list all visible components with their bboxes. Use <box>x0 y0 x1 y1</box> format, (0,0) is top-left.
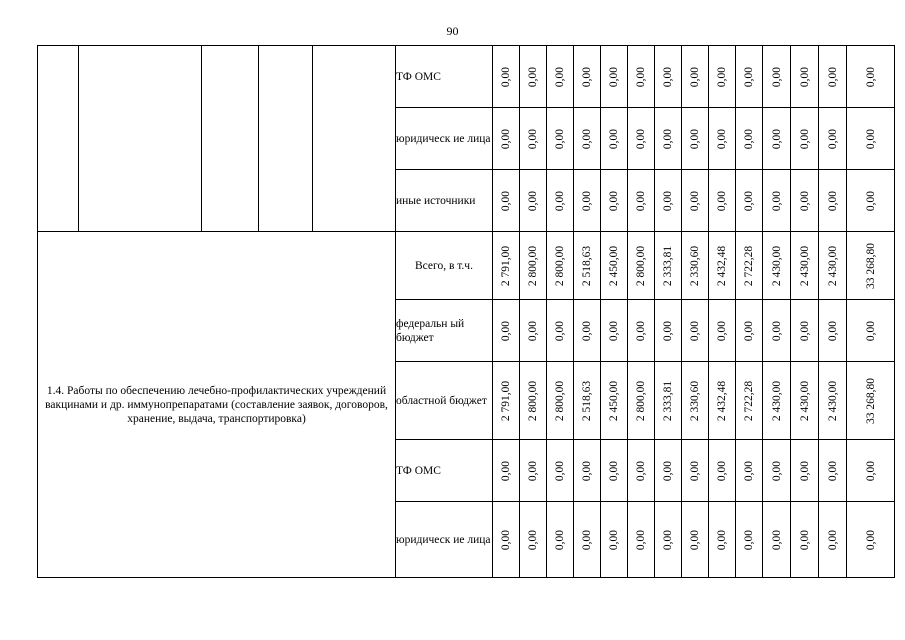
value-cell <box>628 108 655 170</box>
value-text: 2 518,63 <box>581 245 593 286</box>
value-text: 0,00 <box>864 66 877 87</box>
value-cell <box>682 502 709 578</box>
value-text: 0,00 <box>826 529 839 550</box>
value-text: 0,00 <box>527 190 539 211</box>
value-text: 0,00 <box>662 190 674 211</box>
value-text: 0,00 <box>662 128 674 149</box>
value-cell <box>493 108 520 170</box>
value-cell <box>791 232 819 300</box>
value-text: 0,00 <box>770 128 783 149</box>
value-text: 0,00 <box>608 460 620 481</box>
funding-source-cell: ТФ ОМС <box>396 46 493 108</box>
budget-table <box>37 45 895 578</box>
value-cell <box>819 108 847 170</box>
value-cell <box>763 108 791 170</box>
value-text: 2 800,00 <box>527 245 539 286</box>
value-cell <box>709 362 736 440</box>
value-cell <box>574 502 601 578</box>
value-cell <box>736 362 763 440</box>
value-text: 0,00 <box>798 190 811 211</box>
value-text: 2 800,00 <box>635 380 647 421</box>
value-text: 0,00 <box>500 529 512 550</box>
value-text: 2 518,63 <box>581 380 593 421</box>
value-text: 0,00 <box>500 66 512 87</box>
value-cell <box>709 502 736 578</box>
empty-cell <box>79 46 202 232</box>
value-cell <box>547 502 574 578</box>
value-cell <box>520 46 547 108</box>
value-text: 0,00 <box>770 460 783 481</box>
value-text: 0,00 <box>635 529 647 550</box>
value-cell <box>791 502 819 578</box>
value-text: 2 432,48 <box>716 245 728 286</box>
value-cell <box>847 108 895 170</box>
value-cell <box>574 300 601 362</box>
value-text: 0,00 <box>716 190 728 211</box>
value-cell <box>736 502 763 578</box>
value-cell <box>601 502 628 578</box>
value-text: 0,00 <box>635 190 647 211</box>
value-cell <box>791 108 819 170</box>
value-text: 0,00 <box>554 190 566 211</box>
value-cell <box>709 170 736 232</box>
value-text: 0,00 <box>826 320 839 341</box>
value-text: 2 791,00 <box>500 380 512 421</box>
value-text: 0,00 <box>581 190 593 211</box>
value-cell <box>547 440 574 502</box>
value-text: 0,00 <box>527 529 539 550</box>
value-cell <box>847 170 895 232</box>
value-cell <box>520 440 547 502</box>
value-text: 0,00 <box>608 320 620 341</box>
value-cell <box>819 170 847 232</box>
value-text: 0,00 <box>864 320 877 341</box>
value-text: 0,00 <box>826 190 839 211</box>
value-cell <box>736 300 763 362</box>
value-cell <box>763 170 791 232</box>
value-text: 0,00 <box>608 190 620 211</box>
value-text: 2 430,00 <box>798 380 811 421</box>
value-cell <box>847 300 895 362</box>
value-text: 2 800,00 <box>527 380 539 421</box>
value-cell <box>628 440 655 502</box>
value-text: 0,00 <box>554 128 566 149</box>
value-cell <box>791 170 819 232</box>
value-cell <box>819 502 847 578</box>
value-text: 0,00 <box>635 320 647 341</box>
activity-name-cell: 1.4. Работы по обеспечению лечебно-профилактических учреждений вакцинами и др. иммунопрепаратами (составление заявок, договоров, хранение, выдача, транспортировка) <box>38 232 396 578</box>
value-cell <box>847 440 895 502</box>
value-cell <box>736 46 763 108</box>
value-cell <box>763 502 791 578</box>
value-text: 0,00 <box>581 320 593 341</box>
value-text: 0,00 <box>608 66 620 87</box>
value-text: 0,00 <box>864 190 877 211</box>
value-cell <box>520 300 547 362</box>
value-text: 0,00 <box>689 320 701 341</box>
value-cell <box>847 46 895 108</box>
value-cell <box>819 232 847 300</box>
value-cell <box>574 232 601 300</box>
empty-cell <box>313 46 396 232</box>
empty-cell <box>259 46 313 232</box>
value-text: 2 330,60 <box>689 245 701 286</box>
value-text: 2 333,81 <box>662 380 674 421</box>
value-cell <box>520 362 547 440</box>
value-cell <box>709 440 736 502</box>
value-text: 0,00 <box>554 320 566 341</box>
value-cell <box>547 108 574 170</box>
value-cell <box>763 300 791 362</box>
value-cell <box>763 362 791 440</box>
value-text: 0,00 <box>716 128 728 149</box>
value-cell <box>655 46 682 108</box>
value-text: 0,00 <box>743 66 755 87</box>
value-text: 0,00 <box>527 460 539 481</box>
value-text: 0,00 <box>716 460 728 481</box>
value-cell <box>601 362 628 440</box>
value-cell <box>819 46 847 108</box>
value-text: 0,00 <box>608 128 620 149</box>
value-cell <box>791 440 819 502</box>
value-cell <box>628 170 655 232</box>
empty-cell <box>202 46 259 232</box>
value-text: 0,00 <box>662 320 674 341</box>
funding-source-cell: юридическ ие лица <box>396 502 493 578</box>
value-text: 0,00 <box>527 66 539 87</box>
value-cell <box>493 46 520 108</box>
value-cell <box>601 300 628 362</box>
value-cell <box>819 300 847 362</box>
value-cell <box>655 108 682 170</box>
value-text: 0,00 <box>826 66 839 87</box>
value-text: 0,00 <box>798 529 811 550</box>
value-text: 2 722,28 <box>743 245 755 286</box>
value-text: 0,00 <box>581 529 593 550</box>
value-cell <box>547 46 574 108</box>
value-text: 0,00 <box>826 460 839 481</box>
value-cell <box>520 170 547 232</box>
value-cell <box>655 502 682 578</box>
value-text: 0,00 <box>527 128 539 149</box>
value-text: 2 430,00 <box>826 380 839 421</box>
value-text: 0,00 <box>635 66 647 87</box>
value-cell <box>547 362 574 440</box>
value-text: 0,00 <box>743 320 755 341</box>
value-cell <box>736 170 763 232</box>
value-text: 0,00 <box>500 190 512 211</box>
value-cell <box>493 300 520 362</box>
value-text: 0,00 <box>689 66 701 87</box>
value-cell <box>819 440 847 502</box>
value-cell <box>763 440 791 502</box>
value-text: 0,00 <box>798 66 811 87</box>
value-cell <box>655 232 682 300</box>
value-cell <box>574 440 601 502</box>
value-cell <box>763 46 791 108</box>
value-cell <box>628 232 655 300</box>
value-text: 0,00 <box>581 66 593 87</box>
value-text: 0,00 <box>770 529 783 550</box>
value-cell <box>736 108 763 170</box>
value-text: 0,00 <box>716 66 728 87</box>
value-text: 0,00 <box>864 128 877 149</box>
value-text: 0,00 <box>770 66 783 87</box>
value-text: 0,00 <box>581 460 593 481</box>
value-text: 2 430,00 <box>798 245 811 286</box>
value-text: 0,00 <box>662 460 674 481</box>
value-cell <box>655 300 682 362</box>
value-cell <box>763 232 791 300</box>
budget-table-body <box>38 46 895 578</box>
value-text: 0,00 <box>662 66 674 87</box>
value-text: 0,00 <box>770 190 783 211</box>
value-cell <box>520 502 547 578</box>
value-cell <box>736 232 763 300</box>
value-text: 0,00 <box>500 460 512 481</box>
value-text: 33 268,80 <box>864 242 877 289</box>
value-cell <box>709 300 736 362</box>
value-text: 0,00 <box>635 128 647 149</box>
value-cell <box>709 108 736 170</box>
funding-source-cell: федеральн ый бюджет <box>396 300 493 362</box>
table-row <box>38 232 895 300</box>
value-text: 0,00 <box>500 128 512 149</box>
value-cell <box>655 362 682 440</box>
value-text: 0,00 <box>716 529 728 550</box>
value-text: 2 800,00 <box>635 245 647 286</box>
value-text: 0,00 <box>864 460 877 481</box>
value-text: 0,00 <box>743 529 755 550</box>
value-text: 0,00 <box>635 460 647 481</box>
value-cell <box>682 232 709 300</box>
value-text: 2 450,00 <box>608 245 620 286</box>
value-cell <box>493 170 520 232</box>
empty-cell <box>38 46 79 232</box>
value-cell <box>601 108 628 170</box>
page-number: 90 <box>446 24 459 38</box>
value-cell <box>847 232 895 300</box>
value-text: 0,00 <box>554 529 566 550</box>
value-cell <box>709 46 736 108</box>
value-cell <box>574 108 601 170</box>
funding-source-cell: юридическ ие лица <box>396 108 493 170</box>
value-text: 0,00 <box>554 460 566 481</box>
funding-source-cell: областной бюджет <box>396 362 493 440</box>
funding-source-cell: Всего, в т.ч. <box>396 232 493 300</box>
value-cell <box>547 232 574 300</box>
value-cell <box>601 170 628 232</box>
value-cell <box>601 46 628 108</box>
value-cell <box>493 232 520 300</box>
value-text: 0,00 <box>864 529 877 550</box>
value-text: 0,00 <box>770 320 783 341</box>
value-text: 0,00 <box>689 529 701 550</box>
value-text: 0,00 <box>554 66 566 87</box>
value-text: 2 800,00 <box>554 245 566 286</box>
value-cell <box>628 502 655 578</box>
value-cell <box>628 46 655 108</box>
value-cell <box>682 170 709 232</box>
value-text: 2 800,00 <box>554 380 566 421</box>
value-cell <box>736 440 763 502</box>
value-text: 0,00 <box>743 128 755 149</box>
value-cell <box>520 108 547 170</box>
value-text: 0,00 <box>608 529 620 550</box>
value-text: 0,00 <box>826 128 839 149</box>
value-text: 0,00 <box>798 128 811 149</box>
value-cell <box>791 362 819 440</box>
funding-source-cell: ТФ ОМС <box>396 440 493 502</box>
value-cell <box>682 108 709 170</box>
value-text: 2 430,00 <box>826 245 839 286</box>
value-cell <box>682 440 709 502</box>
value-cell <box>493 502 520 578</box>
value-text: 2 432,48 <box>716 380 728 421</box>
value-cell <box>547 170 574 232</box>
value-text: 0,00 <box>689 460 701 481</box>
value-text: 0,00 <box>798 320 811 341</box>
value-text: 0,00 <box>798 460 811 481</box>
value-cell <box>574 46 601 108</box>
value-cell <box>682 300 709 362</box>
value-cell <box>847 502 895 578</box>
value-cell <box>547 300 574 362</box>
value-text: 2 430,00 <box>770 380 783 421</box>
value-text: 2 450,00 <box>608 380 620 421</box>
value-text: 2 333,81 <box>662 245 674 286</box>
value-text: 2 430,00 <box>770 245 783 286</box>
table-row <box>38 46 895 108</box>
value-text: 0,00 <box>527 320 539 341</box>
value-cell <box>601 440 628 502</box>
value-cell <box>847 362 895 440</box>
value-cell <box>791 46 819 108</box>
value-cell <box>493 362 520 440</box>
value-cell <box>819 362 847 440</box>
value-cell <box>682 362 709 440</box>
value-text: 0,00 <box>716 320 728 341</box>
value-text: 2 791,00 <box>500 245 512 286</box>
value-text: 0,00 <box>743 190 755 211</box>
value-text: 0,00 <box>581 128 593 149</box>
value-text: 0,00 <box>743 460 755 481</box>
value-text: 0,00 <box>689 190 701 211</box>
value-text: 33 268,80 <box>864 377 877 424</box>
value-cell <box>574 362 601 440</box>
value-text: 0,00 <box>689 128 701 149</box>
value-cell <box>601 232 628 300</box>
value-cell <box>791 300 819 362</box>
value-cell <box>574 170 601 232</box>
value-text: 0,00 <box>662 529 674 550</box>
value-text: 0,00 <box>500 320 512 341</box>
value-cell <box>520 232 547 300</box>
value-cell <box>655 170 682 232</box>
value-cell <box>709 232 736 300</box>
value-cell <box>628 300 655 362</box>
value-text: 2 722,28 <box>743 380 755 421</box>
value-text: 2 330,60 <box>689 380 701 421</box>
value-cell <box>682 46 709 108</box>
funding-source-cell: иные источники <box>396 170 493 232</box>
value-cell <box>628 362 655 440</box>
value-cell <box>655 440 682 502</box>
value-cell <box>493 440 520 502</box>
